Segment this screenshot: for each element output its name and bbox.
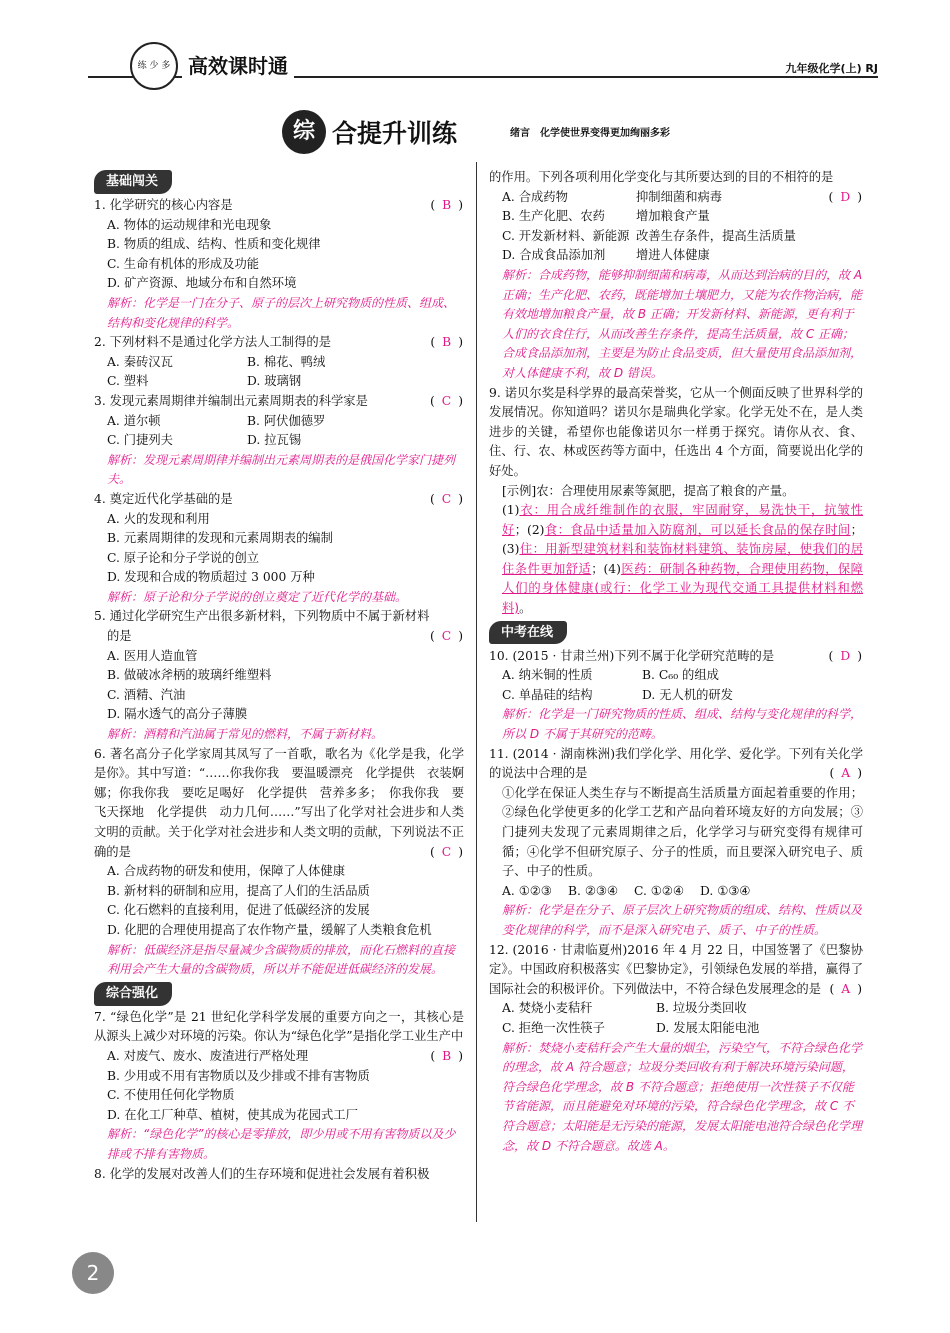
option: A. 医用人造血管 — [107, 648, 198, 663]
question-text: 8. 化学的发展对改善人们的生存环境和促进社会发展有着积极 — [94, 1166, 430, 1181]
answer-bracket: ( B ) — [430, 1048, 464, 1063]
option: A. 火的发现和利用 — [107, 511, 210, 526]
explanation: 解析：化学是一门研究物质的性质、组成、结构与变化规律的科学，所以 D 不属于其研究的范畴。 — [502, 707, 863, 742]
option-purpose: 增加粮食产量 — [636, 209, 710, 224]
option-purpose: 改善生存条件，提高生活质量 — [636, 228, 796, 243]
question-text: 10. (2015 · 甘肃兰州)下列不属于化学研究范畴的是 — [489, 648, 775, 663]
question-4 — [94, 490, 464, 608]
answer-bracket: ( B ) — [430, 335, 464, 350]
option: B. ②③④ — [568, 883, 618, 898]
question-text: 9. 诺贝尔奖是科学界的最高荣誉奖，它从一个侧面反映了世界科学的发展情况。你知道吗？诺贝尔是瑞典化学家。化学无处不在，是人类进步的关键，希望你也能像诺贝尔一样勇于探究。请你从衣、食、住、行、农、林或医药等方面中，任选出 4 个方面，简要说出化学的好处。 — [489, 385, 863, 478]
option: D. 发现和合成的物质超过 3 000 万种 — [107, 570, 315, 585]
option: A. 合成药物 — [502, 189, 568, 204]
explanation: 解析：低碳经济是指尽量减少含碳物质的排放，而化石燃料的直接利用会产生大量的含碳物质，所以并不能促进低碳经济的发展。 — [107, 942, 456, 977]
title-subtitle: 绪言 化学使世界变得更加绚丽多彩 — [510, 128, 670, 139]
option: B. 做破冰斧柄的玻璃纤维塑料 — [107, 668, 272, 683]
question-text: 11. (2014 · 湖南株洲)我们学化学、用化学、爱化学。下列有关化学的说法中合理的是 — [489, 746, 863, 781]
question-9 — [489, 384, 863, 619]
option: A. 物体的运动规律和光电现象 — [107, 217, 272, 232]
option: D. 隔水透气的高分子薄膜 — [107, 707, 248, 722]
option: C. 酒精、汽油 — [107, 687, 186, 702]
question-12 — [489, 941, 863, 1157]
option: B. 物质的组成、结构、性质和变化规律 — [107, 237, 321, 252]
answer-bracket: ( C ) — [429, 629, 464, 644]
question-1 — [94, 196, 464, 333]
option: C. 拒绝一次性筷子 — [502, 1020, 605, 1035]
option: B. 少用或不用有害物质以及少排或不排有害物质 — [107, 1068, 370, 1083]
blank-answer: 食：食品中适量加入防腐剂，可以延长食品的保存时间 — [544, 522, 851, 537]
left-column — [94, 168, 464, 1184]
title-badge: 综 — [282, 110, 326, 154]
option: C. 单晶硅的结构 — [502, 687, 593, 702]
option: B. 棉花、鸭绒 — [247, 354, 326, 369]
option: B. 新材料的研制和应用，提高了人们的生活品质 — [107, 883, 370, 898]
option: B. 垃圾分类回收 — [656, 1001, 747, 1016]
page-header — [88, 40, 878, 98]
explanation: 解析：原子论和分子学说的创立奠定了近代化学的基础。 — [107, 589, 408, 604]
option: A. 合成药物的研发和使用，保障了人体健康 — [107, 864, 346, 879]
option: D. 发展太阳能电池 — [656, 1020, 760, 1035]
answer-bracket: ( C ) — [429, 393, 464, 408]
blank-label: 。 — [519, 601, 532, 616]
option: A. ①②③ — [502, 883, 552, 898]
section-tag-synth: 综合强化 — [94, 982, 172, 1006]
question-text: 2. 下列材料不是通过化学方法人工制得的是 — [94, 335, 331, 350]
answer-bracket: ( D ) — [828, 648, 863, 663]
right-column — [489, 168, 863, 1156]
option: A. 纳米铜的性质 — [502, 668, 593, 683]
option: C. 生命有机体的形成及功能 — [107, 256, 260, 271]
option: A. 秦砖汉瓦 — [107, 354, 173, 369]
logo-emblem: 练 少 多 — [130, 42, 178, 90]
explanation: 解析：酒精和汽油属于常见的燃料，不属于新材料。 — [107, 727, 384, 742]
logo-text: 高效课时通 — [182, 50, 294, 79]
explanation: 解析：化学是在分子、原子层次上研究物质的组成、结构、性质以及变化规律的科学，而不是深入研究电子、质子、中子的性质。 — [502, 903, 863, 937]
option: D. 化肥的合理使用提高了农作物产量，缓解了人类粮食危机 — [107, 922, 432, 937]
blank-label: ；(3) — [502, 522, 863, 557]
question-text: 12. (2016 · 甘肃临夏州)2016 年 4 月 22 日，中国签署了《巴黎协定》。中国政府积极落实《巴黎协定》，引领绿色发展的举措，赢得了国际社会的积极评价。下列做法中，不符合绿色发展理念的是 — [489, 942, 863, 996]
explanation: 解析：“绿色化学”的核心是零排放，即少用或不用有害物质以及少排或不排有害物质。 — [107, 1127, 456, 1161]
answer-bracket: ( B ) — [430, 198, 464, 212]
page-number: 2 — [72, 1252, 114, 1294]
question-text: 7. “绿色化学”是 21 世纪化学科学发展的重要方向之一，其核心是从源头上减少对环境的污染。你认为“绿色化学”是指化学工业生产中 — [94, 1009, 464, 1044]
option: C. 不使用任何化学物质 — [107, 1088, 235, 1103]
option: D. 在化工厂种草、植树，使其成为花园式工厂 — [107, 1107, 358, 1122]
question-text: 5. 通过化学研究生产出很多新材料，下列物质中不属于新材料 — [94, 609, 430, 624]
fill-answers — [489, 501, 863, 619]
blank-label: (1) — [502, 503, 520, 518]
option-purpose: 抑制细菌和病毒 — [636, 189, 723, 204]
explanation: 解析：合成药物，能够抑制细菌和病毒，从而达到治病的目的，故 A 正确；生产化肥、农药，既能增加土壤肥力，又能为农作物治病，能有效地增加粮食产量，故 B 正确；开发新材料、新能源，更有利于人们的衣食住行，从而改善生存条件，提高生活质量，故 C 正确；合成食品添加剂，主要是为防止食品变质，但大量使用食品添加剂，对人体健康不利，故 D 错误。 — [502, 267, 863, 380]
blank-answer: 医药：研制各种药物，合理使用药物，保障人们的身体健康(或行：化学工业为现代交通工具提供材料和燃料) — [502, 561, 863, 616]
column-divider — [476, 162, 477, 1222]
answer-bracket: ( C ) — [429, 844, 464, 859]
answer-bracket: ( A ) — [829, 766, 863, 781]
option: D. 玻璃钢 — [247, 374, 302, 389]
option: D. 无人机的研发 — [642, 687, 734, 702]
blank-answer: 衣：用合成纤维制作的衣服，牢固耐穿，易洗快干，抗皱性好 — [502, 503, 863, 537]
question-5 — [94, 607, 464, 744]
explanation: 解析：化学是一门在分子、原子的层次上研究物质的性质、组成、结构和变化规律的科学。 — [107, 295, 456, 330]
option: B. 阿伏伽德罗 — [247, 413, 326, 428]
answer-bracket: ( D ) — [828, 189, 863, 204]
explanation: 解析：发现元素周期律并编制出元素周期表的是俄国化学家门捷列夫。 — [107, 452, 456, 487]
option: D. 矿产资源、地域分布和自然环境 — [107, 276, 297, 291]
option: C. 原子论和分子学说的创立 — [107, 550, 260, 565]
option-purpose: 增进人体健康 — [636, 248, 710, 263]
explanation: 解析：焚烧小麦秸秆会产生大量的烟尘，污染空气，不符合绿色化学的理念，故 A 符合题意；垃圾分类回收有利于解决环境污染问题，符合绿色化学理念，故 B 不符合题意；拒绝使用一次性筷子不仅能节省能源，而且能避免对环境的污染，符合绿色化学理念，故 C 不符合题意；太阳能是无污染的能源，发展太阳能电池符合绿色化学理念，故 D 不符合题意。故选 A。 — [502, 1040, 863, 1153]
answer-bracket: ( A ) — [829, 981, 863, 996]
statements: ①化学在保证人类生存与不断提高生活质量方面起着重要的作用；②绿色化学使更多的化学工艺和产品向着环境友好的方向发展；③门捷列夫发现了元素周期律之后，化学学习与研究变得有规律可循；④化学不但研究原子、分子的性质，而且要深入研究电子、质子、中子的性质。 — [502, 785, 863, 879]
title-main: 合提升训练 — [332, 119, 458, 148]
section-tag-exam: 中考在线 — [489, 621, 567, 645]
question-text: 的作用。下列各项利用化学变化与其所要达到的目的不相符的是 — [489, 170, 834, 184]
question-11 — [489, 745, 863, 941]
option: C. ①②④ — [634, 883, 684, 898]
question-3 — [94, 392, 464, 490]
option: A. 道尔顿 — [107, 413, 161, 428]
question-8-start — [94, 1165, 464, 1185]
blank-label: ；(2) — [514, 522, 545, 537]
option: C. 化石燃料的直接利用，促进了低碳经济的发展 — [107, 903, 370, 918]
question-10 — [489, 647, 863, 745]
question-text: 4. 奠定近代化学基础的是 — [94, 491, 233, 506]
option: C. 开发新材料、新能源 — [502, 228, 630, 243]
option: B. 元素周期律的发现和元素周期表的编制 — [107, 531, 333, 546]
option: D. 拉瓦锡 — [247, 433, 302, 448]
option: B. C₆₀ 的组成 — [642, 668, 719, 683]
blank-label: ；(4) — [591, 561, 621, 576]
question-8-cont — [489, 168, 863, 384]
option: A. 对废气、废水、废渣进行严格处理 — [107, 1048, 309, 1063]
question-7 — [94, 1008, 464, 1165]
option: D. ①③④ — [700, 883, 751, 898]
grade-label: 九年级化学(上) RJ — [780, 60, 878, 76]
example: [示例]农：合理使用尿素等氮肥，提高了粮食的产量。 — [502, 483, 795, 498]
blank-answer: 住：用新型建筑材料和装饰材料建筑、装饰房屋，使我们的居住条件更加舒适 — [502, 542, 863, 576]
question-text: 的是 — [107, 629, 132, 644]
option: A. 焚烧小麦秸秆 — [502, 1001, 593, 1016]
question-text: 1. 化学研究的核心内容是 — [94, 198, 233, 212]
question-text: 3. 发现元素周期律并编制出元素周期表的科学家是 — [94, 393, 368, 408]
question-2 — [94, 333, 464, 392]
option: D. 合成食品添加剂 — [502, 248, 606, 263]
section-tag-basic: 基础闯关 — [94, 170, 172, 194]
option: C. 门捷列夫 — [107, 433, 173, 448]
question-text: 6. 著名高分子化学家周其凤写了一首歌，歌名为《化学是我，化学是你》。其中写道：“……你我你我 要温暖漂亮 化学提供 衣装婀娜；你我你我 要吃足喝好 化学提供 营养多多； 你我你我 要飞天探地 化学提供 动力几何……”写出了化学对社会进步和人类文明的贡献。关于化学对社会进步和人类文明的贡献，下列说法不正确的是 — [94, 746, 464, 859]
answer-bracket: ( C ) — [429, 491, 464, 506]
option: C. 塑料 — [107, 374, 149, 389]
option: B. 生产化肥、农药 — [502, 209, 605, 224]
question-6 — [94, 745, 464, 980]
